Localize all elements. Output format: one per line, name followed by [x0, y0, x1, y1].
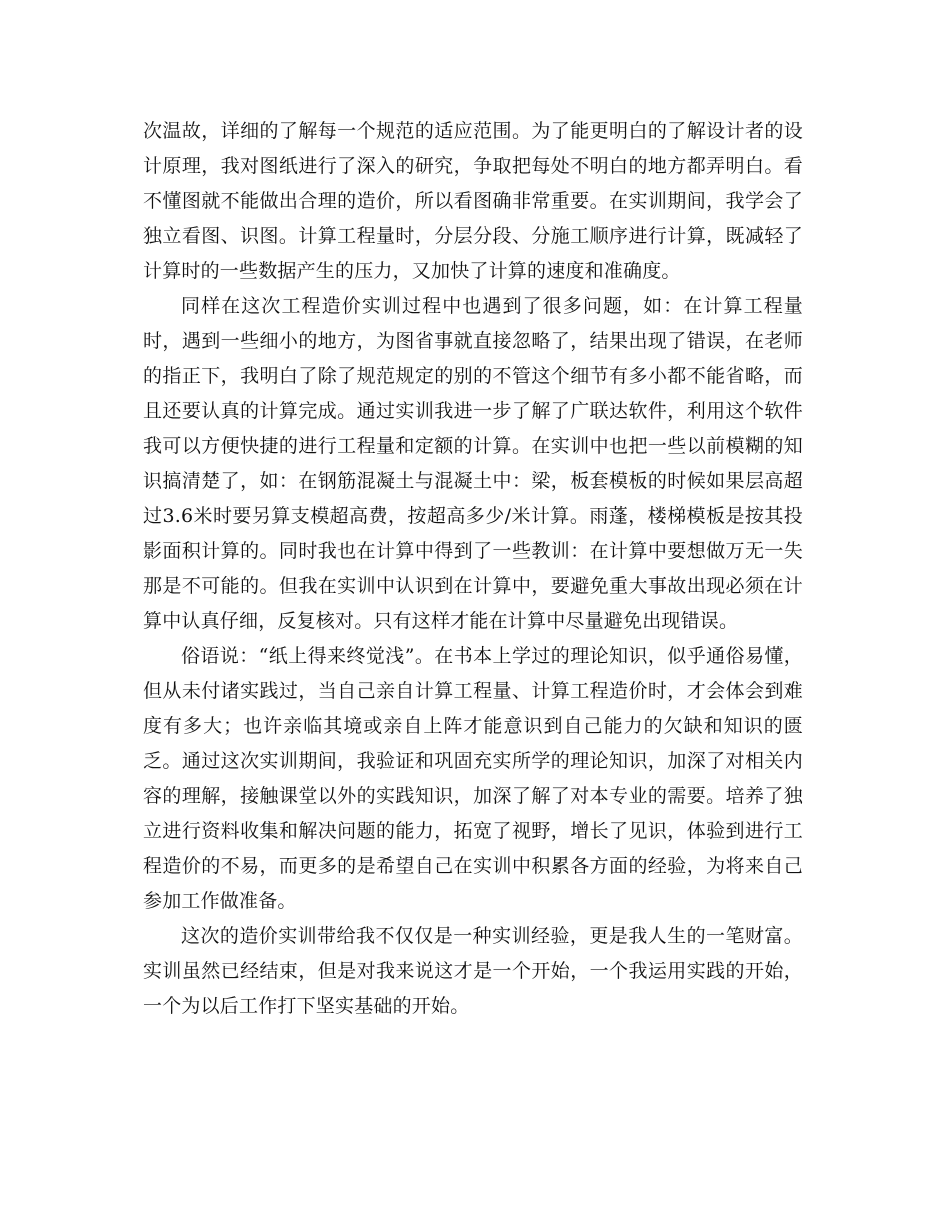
paragraph-continued: 次温故，详细的了解每一个规范的适应范围。为了能更明白的了解设计者的设计原理，我对图纸进行了深入的研究，争取把每处不明白的地方都弄明白。看不懂图就不能做出合理的造价，所以看图确非常重要。在实训期间，我学会了独立看图、识图。计算工程量时，分层分段、分施工顺序进行计算，既减轻了计算时的一些数据产生的压力，又加快了计算的速度和准确度。	[143, 120, 803, 282]
paragraph-conclusion: 这次的造价实训带给我不仅仅是一种实训经验，更是我人生的一笔财富。实训虽然已经结束，但是对我来说这才是一个开始，一个我运用实践的开始，一个为以后工作打下坚实基础的开始。	[143, 925, 803, 1017]
document-body	[143, 114, 803, 1024]
paragraph-proverb: 俗语说：“纸上得来终觉浅”。在书本上学过的理论知识，似乎通俗易懂，但从未付诸实践过，当自己亲自计算工程量、计算工程造价时，才会体会到难度有多大；也许亲临其境或亲自上阵才能意识到自己能力的欠缺和知识的匮乏。通过这次实训期间，我验证和巩固充实所学的理论知识，加深了对相关内容的理解，接触课堂以外的实践知识，加深了解了对本专业的需要。培养了独立进行资料收集和解决问题的能力，拓宽了视野，增长了见识，体验到进行工程造价的不易，而更多的是希望自己在实训中积累各方面的经验，为将来自己参加工作做准备。	[143, 645, 803, 912]
paragraph-problems: 同样在这次工程造价实训过程中也遇到了很多问题，如：在计算工程量时，遇到一些细小的地方，为图省事就直接忽略了，结果出现了错误，在老师的指正下，我明白了除了规范规定的别的不管这个细节有多小都不能省略，而且还要认真的计算完成。通过实训我进一步了解了广联达软件，利用这个软件我可以方便快捷的进行工程量和定额的计算。在实训中也把一些以前模糊的知识搞清楚了，如：在钢筋混凝土与混凝土中：梁，板套模板的时候如果层高超过3.6米时要另算支模超高费，按超高多少/米计算。雨蓬，楼梯模板是按其投影面积计算的。同时我也在计算中得到了一些教训：在计算中要想做万无一失那是不可能的。但我在实训中认识到在计算中，要避免重大事故出现必须在计算中认真仔细，反复核对。只有这样才能在计算中尽量避免出现错误。	[143, 295, 803, 632]
